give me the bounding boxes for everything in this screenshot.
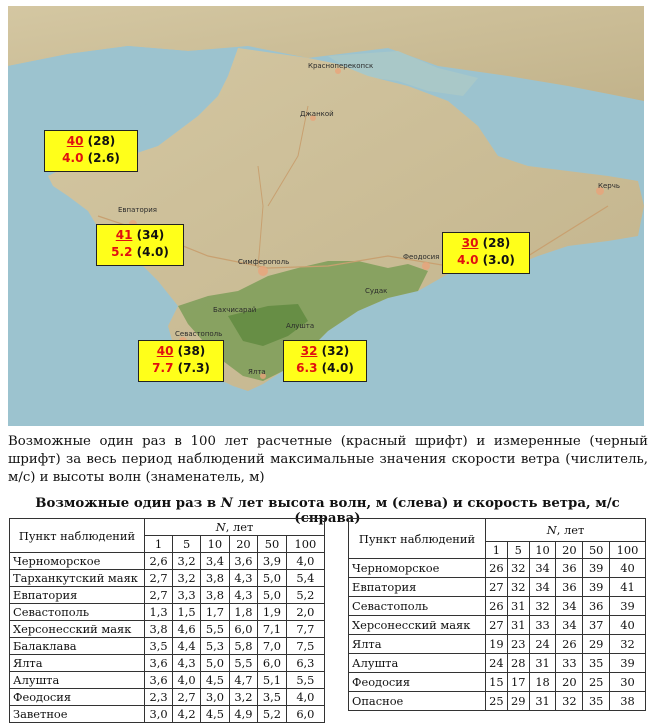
table-row xyxy=(349,597,646,616)
value-cell: 2,7 xyxy=(145,570,173,587)
value-cell: 38 xyxy=(610,692,646,711)
tables-title: Возможные один раз в N лет высота волн, м (слева) и скорость ветра, м/с (справа) xyxy=(35,496,620,526)
value-cell: 24 xyxy=(486,654,508,673)
periods-row: 1 5 10 20 50 100 xyxy=(349,542,646,559)
value-cell: 3,6 xyxy=(145,672,173,689)
value-cell: 29 xyxy=(583,635,610,654)
value-cell: 7,5 xyxy=(286,638,324,655)
table-row xyxy=(10,553,325,570)
value-cell: 27 xyxy=(486,616,508,635)
value-cell: 17 xyxy=(507,673,529,692)
value-cell: 3,9 xyxy=(258,553,287,570)
value-cell: 3,4 xyxy=(201,553,230,570)
table-row xyxy=(10,655,325,672)
city-kerch: Керчь xyxy=(598,182,620,190)
value-cell: 3,2 xyxy=(173,553,201,570)
wave-height-table xyxy=(9,518,325,723)
value-cell: 6,0 xyxy=(286,706,324,723)
value-cell: 4,3 xyxy=(173,655,201,672)
value-cell: 3,8 xyxy=(201,587,230,604)
value-cell: 32 xyxy=(529,597,556,616)
value-cell: 40 xyxy=(610,559,646,578)
value-cell: 34 xyxy=(529,578,556,597)
n-years-header: N, лет xyxy=(486,519,646,542)
value-cell: 34 xyxy=(556,597,583,616)
value-cell: 6,0 xyxy=(229,621,258,638)
value-cell: 6,3 xyxy=(286,655,324,672)
table-row xyxy=(349,616,646,635)
value-cell: 39 xyxy=(610,654,646,673)
value-cell: 3,6 xyxy=(145,655,173,672)
value-cell: 3,0 xyxy=(145,706,173,723)
value-cell: 5,0 xyxy=(201,655,230,672)
value-cell: 3,3 xyxy=(173,587,201,604)
city-feodosia: Феодосия xyxy=(403,253,440,261)
value-cell: 20 xyxy=(556,673,583,692)
value-cell: 4,3 xyxy=(229,587,258,604)
value-cell: 4,0 xyxy=(286,689,324,706)
table-row xyxy=(10,587,325,604)
value-cell: 5,0 xyxy=(258,570,287,587)
table-row xyxy=(10,604,325,621)
city-evpatoria: Евпатория xyxy=(118,206,157,214)
value-cell: 2,6 xyxy=(145,553,173,570)
station-name: Херсонесский маяк xyxy=(10,621,145,638)
n-years-header: N, лет xyxy=(145,519,325,536)
value-cell: 5,5 xyxy=(201,621,230,638)
value-cell: 32 xyxy=(556,692,583,711)
value-cell: 2,7 xyxy=(173,689,201,706)
value-cell: 3,5 xyxy=(145,638,173,655)
value-cell: 3,8 xyxy=(145,621,173,638)
value-cell: 5,2 xyxy=(286,587,324,604)
station-name: Заветное xyxy=(10,706,145,723)
value-cell: 34 xyxy=(556,616,583,635)
value-cell: 32 xyxy=(610,635,646,654)
value-cell: 7,1 xyxy=(258,621,287,638)
value-cell: 37 xyxy=(583,616,610,635)
value-cell: 4,0 xyxy=(173,672,201,689)
city-sevastopol: Севастополь xyxy=(175,330,223,338)
value-cell: 5,3 xyxy=(201,638,230,655)
table-row xyxy=(10,689,325,706)
station-name: Евпатория xyxy=(349,578,486,597)
value-cell: 28 xyxy=(507,654,529,673)
periods-row: 1 5 10 20 50 100 xyxy=(10,536,325,553)
value-cell: 18 xyxy=(529,673,556,692)
station-name: Ялта xyxy=(349,635,486,654)
station-name: Севастополь xyxy=(10,604,145,621)
crimea-map xyxy=(8,6,644,426)
value-cell: 7,0 xyxy=(258,638,287,655)
value-cell: 4,0 xyxy=(286,553,324,570)
value-cell: 1,3 xyxy=(145,604,173,621)
value-cell: 39 xyxy=(583,559,610,578)
value-cell: 5,0 xyxy=(258,587,287,604)
value-cell: 32 xyxy=(507,578,529,597)
value-cell: 5,8 xyxy=(229,638,258,655)
value-cell: 3,6 xyxy=(229,553,258,570)
table-row xyxy=(349,654,646,673)
station-name: Тарханкутский маяк xyxy=(10,570,145,587)
city-alushta: Алушта xyxy=(286,322,315,330)
value-cell: 4,9 xyxy=(229,706,258,723)
value-cell: 26 xyxy=(486,597,508,616)
value-cell: 26 xyxy=(486,559,508,578)
value-cell: 36 xyxy=(556,559,583,578)
label-tarkhankut: 40 (28) 4.0 (2.6) xyxy=(44,130,138,172)
station-name: Херсонесский маяк xyxy=(349,616,486,635)
table-row xyxy=(10,706,325,723)
value-cell: 4,6 xyxy=(173,621,201,638)
value-cell: 4,5 xyxy=(201,706,230,723)
station-name: Ялта xyxy=(10,655,145,672)
value-cell: 30 xyxy=(610,673,646,692)
value-cell: 5,5 xyxy=(286,672,324,689)
value-cell: 25 xyxy=(583,673,610,692)
value-cell: 1,9 xyxy=(258,604,287,621)
value-cell: 33 xyxy=(556,654,583,673)
table-row xyxy=(349,635,646,654)
station-name: Балаклава xyxy=(10,638,145,655)
value-cell: 33 xyxy=(529,616,556,635)
value-cell: 31 xyxy=(507,616,529,635)
table-row xyxy=(10,621,325,638)
value-cell: 34 xyxy=(529,559,556,578)
value-cell: 39 xyxy=(610,597,646,616)
value-cell: 4,4 xyxy=(173,638,201,655)
value-cell: 5,4 xyxy=(286,570,324,587)
value-cell: 27 xyxy=(486,578,508,597)
value-cell: 32 xyxy=(507,559,529,578)
value-cell: 3,8 xyxy=(201,570,230,587)
value-cell: 35 xyxy=(583,654,610,673)
station-name: Черноморское xyxy=(10,553,145,570)
station-name: Евпатория xyxy=(10,587,145,604)
city-yalta: Ялта xyxy=(248,368,266,376)
value-cell: 39 xyxy=(583,578,610,597)
city-dzhankoy: Джанкой xyxy=(300,110,334,118)
label-sevastopol: 40 (38) 7.7 (7.3) xyxy=(138,340,224,382)
value-cell: 40 xyxy=(610,616,646,635)
value-cell: 3,2 xyxy=(229,689,258,706)
value-cell: 4,5 xyxy=(201,672,230,689)
station-name: Алушта xyxy=(349,654,486,673)
map-caption: Возможные один раз в 100 лет расчетные (красный шрифт) и измеренные (черный шрифт) за весь период наблюдений максимальные значения скорости ветра (числитель, м/с) и высоты волн (знаменатель, м) xyxy=(8,434,648,485)
city-sudak: Судак xyxy=(365,287,388,295)
station-name: Опасное xyxy=(349,692,486,711)
table-row xyxy=(349,559,646,578)
value-cell: 2,3 xyxy=(145,689,173,706)
value-cell: 2,0 xyxy=(286,604,324,621)
value-cell: 4,7 xyxy=(229,672,258,689)
value-cell: 31 xyxy=(529,654,556,673)
station-name: Черноморское xyxy=(349,559,486,578)
label-feodosia: 30 (28) 4.0 (3.0) xyxy=(442,232,530,274)
station-name: Алушта xyxy=(10,672,145,689)
station-header: Пункт наблюдений xyxy=(10,519,145,553)
label-yalta: 32 (32) 6.3 (4.0) xyxy=(283,340,367,382)
table-row xyxy=(10,570,325,587)
value-cell: 29 xyxy=(507,692,529,711)
table-row xyxy=(349,578,646,597)
value-cell: 5,1 xyxy=(258,672,287,689)
value-cell: 19 xyxy=(486,635,508,654)
value-cell: 24 xyxy=(529,635,556,654)
value-cell: 36 xyxy=(556,578,583,597)
table-row xyxy=(349,673,646,692)
value-cell: 31 xyxy=(507,597,529,616)
value-cell: 4,2 xyxy=(173,706,201,723)
city-krasnoperekopsk: Красноперекопск xyxy=(308,62,374,70)
value-cell: 6,0 xyxy=(258,655,287,672)
value-cell: 41 xyxy=(610,578,646,597)
value-cell: 7,7 xyxy=(286,621,324,638)
city-simferopol: Симферополь xyxy=(238,258,290,266)
value-cell: 36 xyxy=(583,597,610,616)
station-header: Пункт наблюдений xyxy=(349,519,486,559)
value-cell: 1,7 xyxy=(201,604,230,621)
station-name: Севастополь xyxy=(349,597,486,616)
table-row xyxy=(10,638,325,655)
city-bakhchisaray: Бахчисарай xyxy=(213,306,257,314)
value-cell: 25 xyxy=(486,692,508,711)
label-evpatoria: 41 (34) 5.2 (4.0) xyxy=(96,224,184,266)
value-cell: 5,2 xyxy=(258,706,287,723)
station-name: Феодосия xyxy=(10,689,145,706)
value-cell: 1,8 xyxy=(229,604,258,621)
value-cell: 15 xyxy=(486,673,508,692)
station-name: Феодосия xyxy=(349,673,486,692)
value-cell: 35 xyxy=(583,692,610,711)
value-cell: 1,5 xyxy=(173,604,201,621)
value-cell: 4,3 xyxy=(229,570,258,587)
value-cell: 23 xyxy=(507,635,529,654)
value-cell: 3,2 xyxy=(173,570,201,587)
value-cell: 3,0 xyxy=(201,689,230,706)
value-cell: 2,7 xyxy=(145,587,173,604)
value-cell: 3,5 xyxy=(258,689,287,706)
table-row xyxy=(349,692,646,711)
value-cell: 26 xyxy=(556,635,583,654)
value-cell: 5,5 xyxy=(229,655,258,672)
wind-speed-table xyxy=(348,518,646,711)
value-cell: 31 xyxy=(529,692,556,711)
table-row xyxy=(10,672,325,689)
